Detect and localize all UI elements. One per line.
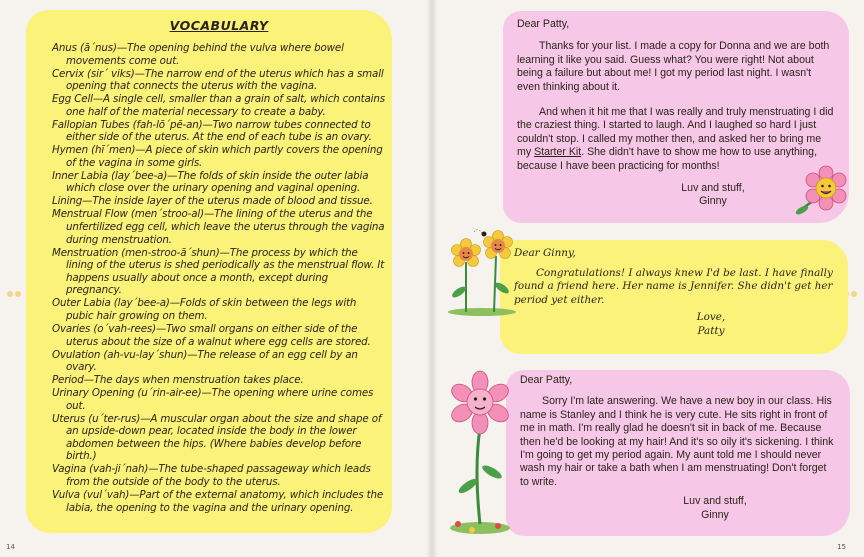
vocab-entry-outer-labia: Outer Labia (lay´bee-a)—Folds of skin between the legs with pubic hair growing on them. [52,297,357,322]
letter2-salutation: Dear Ginny, [514,247,576,259]
vocab-entry-menstruation: Menstruation (men-stroo-ā´shun)—The process by which the lining of the uterus is shed periodically as the menstrual flow. It happens usually about once a month, except during pregnancy. [52,246,385,297]
vocab-entry-anus: Anus (ā´nus)—The opening behind the vulva where bowel movements come out. [52,42,344,67]
letter1-salutation: Dear Patty, [517,18,570,30]
letter1-paragraph-2-end: . She didn't have to show me how to use anything, because I have been practicing for months! [517,146,818,172]
starter-kit-underlined: Starter Kit [534,146,582,159]
letter-from-ginny-2 [506,370,850,536]
vocab-entry-lining: Lining—The inside layer of the uterus made of blood and tissue. [52,195,373,208]
smiling-flower-icon [788,160,854,220]
letter3-body: Sorry I'm late answering. We have a new boy in our class. His name is Stanley and I think he is very cute. He sits right in front of me in math. I'm really glad he doesn't sit in back of me. Because then he'd be looking at my hair! And it's so oily it's sickening. I think I'm going to get my period again. My aunt told me I should never wash my hair or take a bath when I am menstruating! Don't forget to write. [520,395,834,488]
vocabulary-panel [26,10,392,533]
letter3-signature: Ginny [701,508,729,521]
vocab-entry-ovaries: Ovaries (o´vah-rees)—Two small organs on either side of the uterus about the size of a walnut where egg cells are stored. [52,322,371,348]
vocab-entry-vulva: Vulva (vul´vah)—Part of the external anatomy, which includes the labia, the opening to the vagina and the urinary opening. [52,489,384,514]
letter2-closing: Love, [696,311,726,324]
binding-hole-icon [6,288,22,300]
letter3-salutation: Dear Patty, [520,374,573,386]
letter3-closing: Luv and stuff, [683,495,747,508]
vocab-entry-inner-labia: Inner Labia (lay´bee-a)—The folds of skin inside the outer labia which close over the urinary opening and vaginal opening. [52,169,369,195]
vocab-entry-cervix: Cervix (sir´ viks)—The narrow end of the uterus which has a small opening that connects the uterus with the vagina. [52,67,384,93]
vocab-entry-egg-cell: Egg Cell—A single cell, smaller than a grain of salt, which contains one half of the material necessary to create a baby. [52,93,385,118]
letter2-body: Congratulations! I always knew I'd be last. I have finally found a friend here. Her name is Jennifer. She didn't get her period yet either. [514,266,833,306]
vocab-entry-period: Period—The days when menstruation takes place. [52,374,304,387]
letter1-paragraph-1: Thanks for your list. I made a copy for Donna and we are both learning it like you said. Guess what? You were right! Not about being a failure but about me! I got my period last night. I wasn't even thinking about it. [517,40,830,93]
page-number-left: 14 [6,543,15,551]
two-sunflowers-icon [444,226,520,318]
letter2-signature: Patty [697,324,725,337]
letter1-closing: Luv and stuff, [681,182,745,195]
tall-pink-flower-icon [444,368,514,538]
page-number-right: 15 [837,543,846,551]
vocab-entry-ovulation: Ovulation (ah-vu-lay´shun)—The release of an egg cell by an ovary. [52,348,358,374]
letter1-signature: Ginny [699,195,727,208]
vocab-entry-vagina: Vagina (vah-ji´nah)—The tube-shaped passageway which leads from the outside of the body to the uterus. [52,463,371,489]
vocab-entry-uterus: Uterus (u´ter-rus)—A muscular organ about the size and shape of an upside-down pear, located inside the body in the lower abdomen between the hips. (Where babies develop before birth.) [52,412,382,463]
vocab-entry-hymen: Hymen (hī´men)—A piece of skin which partly covers the opening of the vagina in some girls. [52,144,383,169]
vocab-entry-fallopian-tubes: Fallopian Tubes (fah-lō´pē-an)—Two narrow tubes connected to either side of the uterus. At the end of each tube is an ovary. [52,118,372,144]
letter-from-patty [500,240,848,354]
vocab-entry-menstrual-flow: Menstrual Flow (men´stroo-al)—The lining of the uterus and the unfertilized egg cell, which leave the uterus through the vagina during menstruation. [52,208,385,246]
vocab-entry-urinary-opening: Urinary Opening (u´rin-air-ee)—The opening where urine comes out. [52,387,374,412]
vocabulary-title: VOCABULARY [169,18,269,33]
letter1-paragraph-2-start: And when it hit me that I was really and truly menstruating I did the craziest thing. I started to laugh. And I laughed so hard I just couldn't stop. I called my mother then, and asked her to bring me my [517,106,834,159]
vocabulary-list [52,42,386,514]
